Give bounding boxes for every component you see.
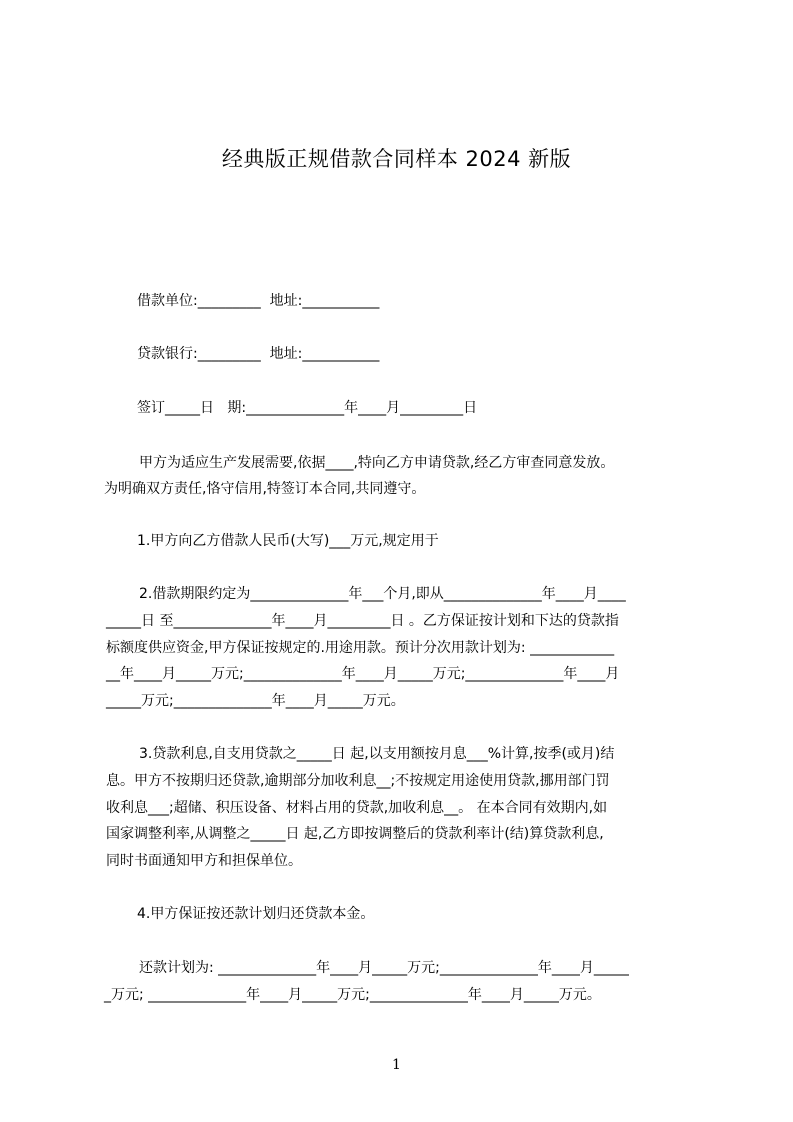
borrower-line: 借款单位:_________ 地址:___________ xyxy=(137,293,380,309)
preamble-line-1: 甲方为适应生产发展需要,依据____,特向乙方申请贷款,经乙方审查同意发放。 xyxy=(139,455,615,471)
clause-2-line-4: __年____月_____万元;______________年____月_____万元;______________年____月 xyxy=(106,666,620,682)
clause-3-line-4: 国家调整利率,从调整之_____日 起,乙方即按调整后的贷款利率计(结)算贷款利息, xyxy=(106,826,604,842)
clause-2-line-1: 2.借款期限约定为______________年___个月,即从______________年____月____ xyxy=(139,586,626,602)
clause-2-line-2: _____日 至______________年____月_________日 。乙方保证按计划和下达的贷款指 xyxy=(106,613,619,629)
clause-4: 4.甲方保证按还款计划归还贷款本金。 xyxy=(137,906,375,922)
page-title: 经典版正规借款合同样本 2024 新版 xyxy=(221,147,572,171)
repayment-line-2: _万元; ______________年____月_____万元;______________年____月_____万元。 xyxy=(104,987,601,1003)
clause-1: 1.甲方向乙方借款人民币(大写)___万元,规定用于 xyxy=(137,533,439,549)
page-number: 1 xyxy=(392,1057,401,1073)
lender-line: 贷款银行:_________ 地址:___________ xyxy=(137,346,380,362)
clause-3-line-5: 同时书面通知甲方和担保单位。 xyxy=(106,853,302,869)
sign-date-line: 签订_____日 期:______________年____月_________日 xyxy=(137,400,478,416)
clause-3-line-3: 收利息___;超储、积压设备、材料占用的贷款,加收利息__。 在本合同有效期内,如 xyxy=(106,800,608,816)
preamble-line-2: 为明确双方责任,恪守信用,特签订本合同,共同遵守。 xyxy=(104,481,426,497)
clause-3-line-1: 3.贷款利息,自支用贷款之_____日 起,以支用额按月息___%计算,按季(或月)结 xyxy=(139,746,615,762)
repayment-line-1: 还款计划为: ______________年____月_____万元;______________年____月_____ xyxy=(139,960,629,976)
clause-2-line-5: _____万元;______________年____月_____万元。 xyxy=(106,693,405,709)
clause-3-line-2: 息。甲方不按期归还贷款,逾期部分加收利息__;不按规定用途使用贷款,挪用部门罚 xyxy=(106,773,610,789)
clause-2-line-3: 标额度供应资金,甲方保证按规定的.用途用款。预计分次用款计划为: ____________ xyxy=(106,640,615,656)
